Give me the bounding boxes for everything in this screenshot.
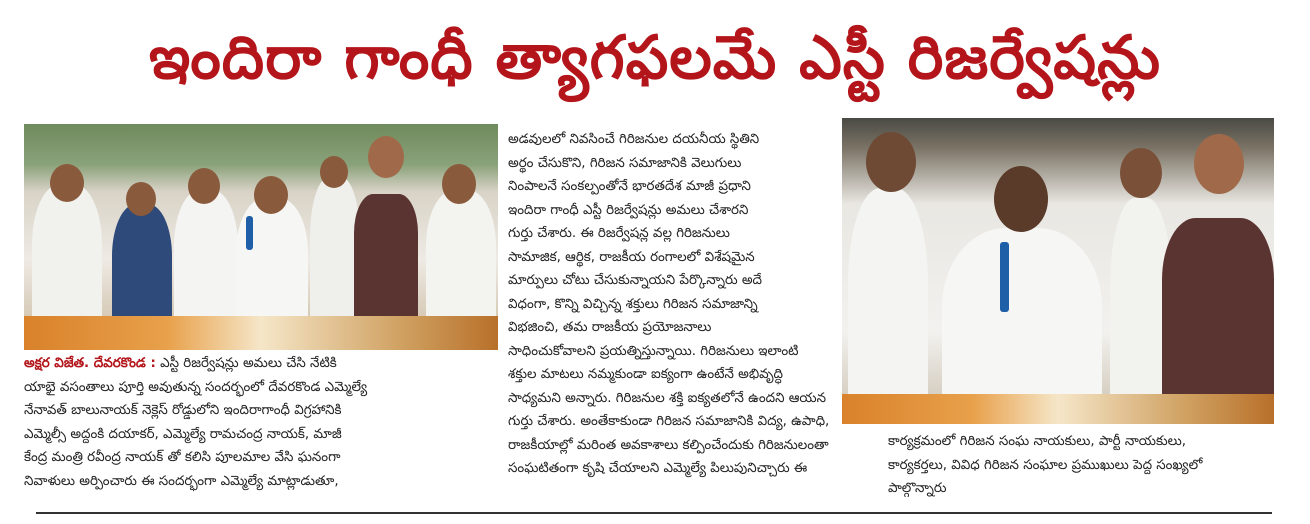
article-line: ఎమ్మెల్సీ అద్దంకి దయాకర్, ఎమ్మెల్యే రామచంద్ర నాయక్, మాజీ bbox=[24, 426, 342, 442]
person-vest bbox=[354, 194, 418, 324]
person-head bbox=[50, 164, 84, 202]
article-column-right bbox=[888, 430, 1280, 501]
person-head bbox=[126, 182, 156, 216]
person-head bbox=[442, 164, 476, 204]
person-head bbox=[1194, 134, 1244, 194]
headline: ఇందిరా గాంధీ త్యాగఫలమే ఎస్టీ రిజర్వేషన్లు bbox=[149, 23, 1161, 93]
person-figure bbox=[174, 190, 238, 330]
article-line: శక్తుల మాటలు నమ్మకుండా ఐక్యంగా ఉంటేనే అభివృద్ధి bbox=[508, 367, 783, 382]
article-line: ఇందిరా గాంధీ ఎస్టీ రిజర్వేషన్లు అమలు చేశారని bbox=[508, 202, 749, 218]
article-line: అడవులలో నివసించే గిరిజనుల దయనీయ స్థితిని bbox=[508, 132, 760, 147]
article-line: నివాళులు అర్పించారు ఈ సందర్భంగా ఎమ్మెల్యే మాట్లాడుతూ, bbox=[24, 473, 339, 489]
article-column-middle bbox=[508, 128, 834, 481]
article-line: కార్యక్రమంలో గిరిజన సంఘ నాయకులు, పార్టీ నాయకులు, bbox=[888, 434, 1187, 449]
article-line: నింపాలనే సంకల్పంతోనే భారతదేశ మాజీ ప్రధాని bbox=[508, 179, 751, 194]
person-figure bbox=[112, 204, 172, 334]
microphone bbox=[246, 216, 253, 250]
article-line: గుర్తు చేశారు. అంతేకాకుండా గిరిజన సమాజానికి విద్య, ఉపాధి, bbox=[508, 414, 830, 429]
person-figure bbox=[310, 176, 360, 326]
garland-table bbox=[24, 316, 498, 350]
article-line: కేంద్ర మంత్రి రవీంద్ర నాయక్ తో కలిసి పూలమాల వేసి ఘనంగా bbox=[24, 450, 341, 465]
article-line: ఎస్టీ రిజర్వేషన్లు అమలు చేసి నేటికి bbox=[160, 356, 337, 371]
article-line: విధంగా, కొన్ని విచ్చిన్న శక్తులు గిరిజన సమాజాన్ని bbox=[508, 296, 758, 312]
article-line: మార్పులు చోటు చేసుకున్నాయని పేర్కొన్నారు అదే bbox=[508, 273, 763, 288]
article-line: విభజించి, తమ రాజకీయ ప్రయోజనాలు bbox=[508, 320, 712, 335]
person-head bbox=[866, 132, 916, 192]
person-head bbox=[994, 166, 1048, 232]
person-head bbox=[368, 136, 404, 178]
person-figure bbox=[848, 188, 928, 424]
article-line: సాధ్యమని అన్నారు. గిరిజనుల శక్తి ఐక్యతలోనే ఉందని ఆయన bbox=[508, 390, 827, 406]
person-head bbox=[188, 168, 220, 204]
article-line: సామాజిక, ఆర్థిక, రాజకీయ రంగాలలో విశేషమైన bbox=[508, 249, 755, 265]
article-column-left bbox=[24, 352, 498, 493]
article-line: రాజకీయాల్లో మరింత అవకాశాలు కల్పించేందుకు గిరిజనులంతా bbox=[508, 437, 829, 453]
article-line: పాల్గొన్నారు bbox=[888, 481, 947, 496]
garland-table bbox=[842, 394, 1274, 424]
microphone bbox=[1000, 242, 1009, 312]
person-figure bbox=[32, 184, 102, 334]
article-line: సాధించుకోవాలని ప్రయత్నిస్తున్నాయి. గిరిజనులు ఇలాంటి bbox=[508, 343, 799, 359]
article-line: సంఘటితంగా కృషి చేయాలని ఎమ్మెల్యే పిలుపునిచ్చారు ఈ bbox=[508, 461, 808, 476]
article-line: యాభై వసంతాలు పూర్తి అవుతున్న సందర్భంలో దేవరకొండ ఎమ్మెల్యే bbox=[24, 379, 368, 395]
person-head bbox=[320, 156, 348, 188]
article-line: గుర్తు చేశారు. ఈ రిజర్వేషన్ల వల్ల గిరిజనులు bbox=[508, 226, 730, 241]
article-line: నేనావత్ బాలునాయక్ నెక్లెస్ రోడ్డులోని ఇందిరాగాంధీ విగ్రహానికి bbox=[24, 403, 342, 418]
person-figure bbox=[426, 190, 496, 330]
person-head bbox=[1120, 148, 1162, 198]
dateline: అక్షర విజేత. దేవరకొండ : bbox=[24, 356, 156, 371]
event-photo-left bbox=[24, 124, 498, 350]
bottom-divider bbox=[36, 512, 1272, 514]
person-head bbox=[254, 176, 288, 214]
event-photo-right bbox=[842, 118, 1274, 424]
article-line: అర్థం చేసుకొని, గిరిజన సమాజానికి వెలుగులు bbox=[508, 155, 742, 171]
article-line: కార్యకర్తలు, వివిధ గిరిజన సంఘాల ప్రముఖులు పెద్ద సంఖ్యలో bbox=[888, 457, 1203, 473]
